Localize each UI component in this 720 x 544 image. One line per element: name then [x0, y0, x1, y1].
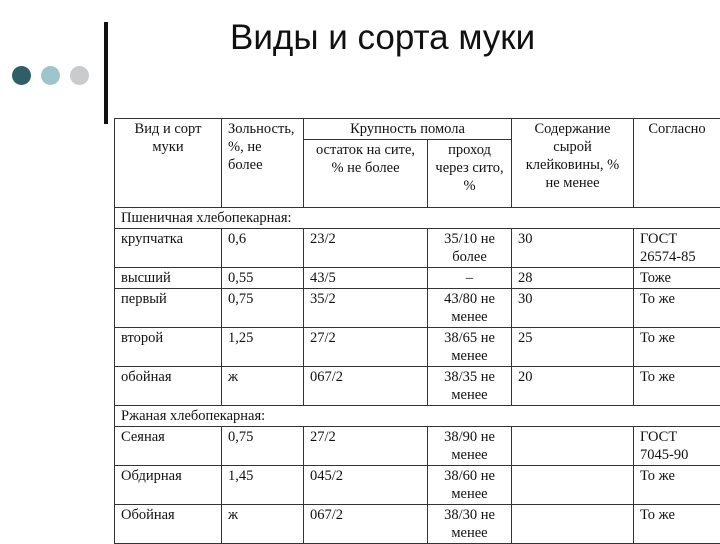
- decor-vertical-bar: [104, 22, 108, 124]
- grade-cell: первый: [115, 289, 222, 328]
- decor-dot: [41, 66, 60, 85]
- grade-cell: высший: [115, 268, 222, 289]
- grade-cell: второй: [115, 328, 222, 367]
- per-cell: ГОСТ 7045-90: [634, 427, 720, 466]
- decor-dot: [70, 66, 89, 85]
- ash-cell: ж: [222, 367, 304, 406]
- per-cell: То же: [634, 466, 720, 505]
- grade-cell: обойная: [115, 367, 222, 406]
- pass-cell: 38/65 не менее: [428, 328, 512, 367]
- gluten-cell: [512, 466, 634, 505]
- table-row: [115, 289, 720, 328]
- residue-cell: 27/2: [304, 427, 428, 466]
- residue-cell: 35/2: [304, 289, 428, 328]
- residue-cell: 045/2: [304, 466, 428, 505]
- gluten-cell: 28: [512, 268, 634, 289]
- decor-dot: [12, 66, 31, 85]
- grade-cell: Сеяная: [115, 427, 222, 466]
- decor-dots: [12, 66, 89, 85]
- ash-cell: 1,25: [222, 328, 304, 367]
- table-row: [115, 466, 720, 505]
- gluten-cell: 20: [512, 367, 634, 406]
- grade-cell: Обдирная: [115, 466, 222, 505]
- header-ash: Зольность, %, не более: [222, 119, 304, 208]
- gluten-cell: 30: [512, 229, 634, 268]
- residue-cell: 23/2: [304, 229, 428, 268]
- pass-cell: 38/60 не менее: [428, 466, 512, 505]
- header-row: [115, 119, 720, 140]
- ash-cell: 0,75: [222, 289, 304, 328]
- grade-cell: крупчатка: [115, 229, 222, 268]
- ash-cell: 1,45: [222, 466, 304, 505]
- table-row: [115, 229, 720, 268]
- table-row: [115, 427, 720, 466]
- section-title: Ржаная хлебопекарная:: [115, 406, 720, 427]
- per-cell: То же: [634, 367, 720, 406]
- per-cell: ГОСТ 26574-85: [634, 229, 720, 268]
- gluten-cell: 25: [512, 328, 634, 367]
- gluten-cell: [512, 427, 634, 466]
- table-row: [115, 505, 720, 544]
- pass-cell: 35/10 не более: [428, 229, 512, 268]
- section-row: [115, 208, 720, 229]
- residue-cell: 43/5: [304, 268, 428, 289]
- pass-cell: 38/35 не менее: [428, 367, 512, 406]
- residue-cell: 27/2: [304, 328, 428, 367]
- section-title: Пшеничная хлебопекарная:: [115, 208, 720, 229]
- header-grade: Вид и сорт муки: [115, 119, 222, 208]
- per-cell: То же: [634, 505, 720, 544]
- ash-cell: ж: [222, 505, 304, 544]
- flour-grades-table: [114, 118, 720, 544]
- header-residue: остаток на сите, % не более: [304, 140, 428, 208]
- page-title: Виды и сорта муки: [230, 18, 535, 58]
- header-pass: проход через сито, %: [428, 140, 512, 208]
- ash-cell: 0,75: [222, 427, 304, 466]
- per-cell: То же: [634, 289, 720, 328]
- pass-cell: 38/90 не менее: [428, 427, 512, 466]
- ash-cell: 0,55: [222, 268, 304, 289]
- pass-cell: 43/80 не менее: [428, 289, 512, 328]
- per-cell: Тоже: [634, 268, 720, 289]
- per-cell: То же: [634, 328, 720, 367]
- header-per: Согласно: [634, 119, 720, 208]
- pass-cell: –: [428, 268, 512, 289]
- pass-cell: 38/30 не менее: [428, 505, 512, 544]
- header-gluten: Содержание сырой клейковины, % не менее: [512, 119, 634, 208]
- gluten-cell: 30: [512, 289, 634, 328]
- table-row: [115, 268, 720, 289]
- table-row: [115, 367, 720, 406]
- gluten-cell: [512, 505, 634, 544]
- header-grind: Крупность помола: [304, 119, 512, 140]
- section-row: [115, 406, 720, 427]
- residue-cell: 067/2: [304, 505, 428, 544]
- residue-cell: 067/2: [304, 367, 428, 406]
- grade-cell: Обойная: [115, 505, 222, 544]
- ash-cell: 0,6: [222, 229, 304, 268]
- table-row: [115, 328, 720, 367]
